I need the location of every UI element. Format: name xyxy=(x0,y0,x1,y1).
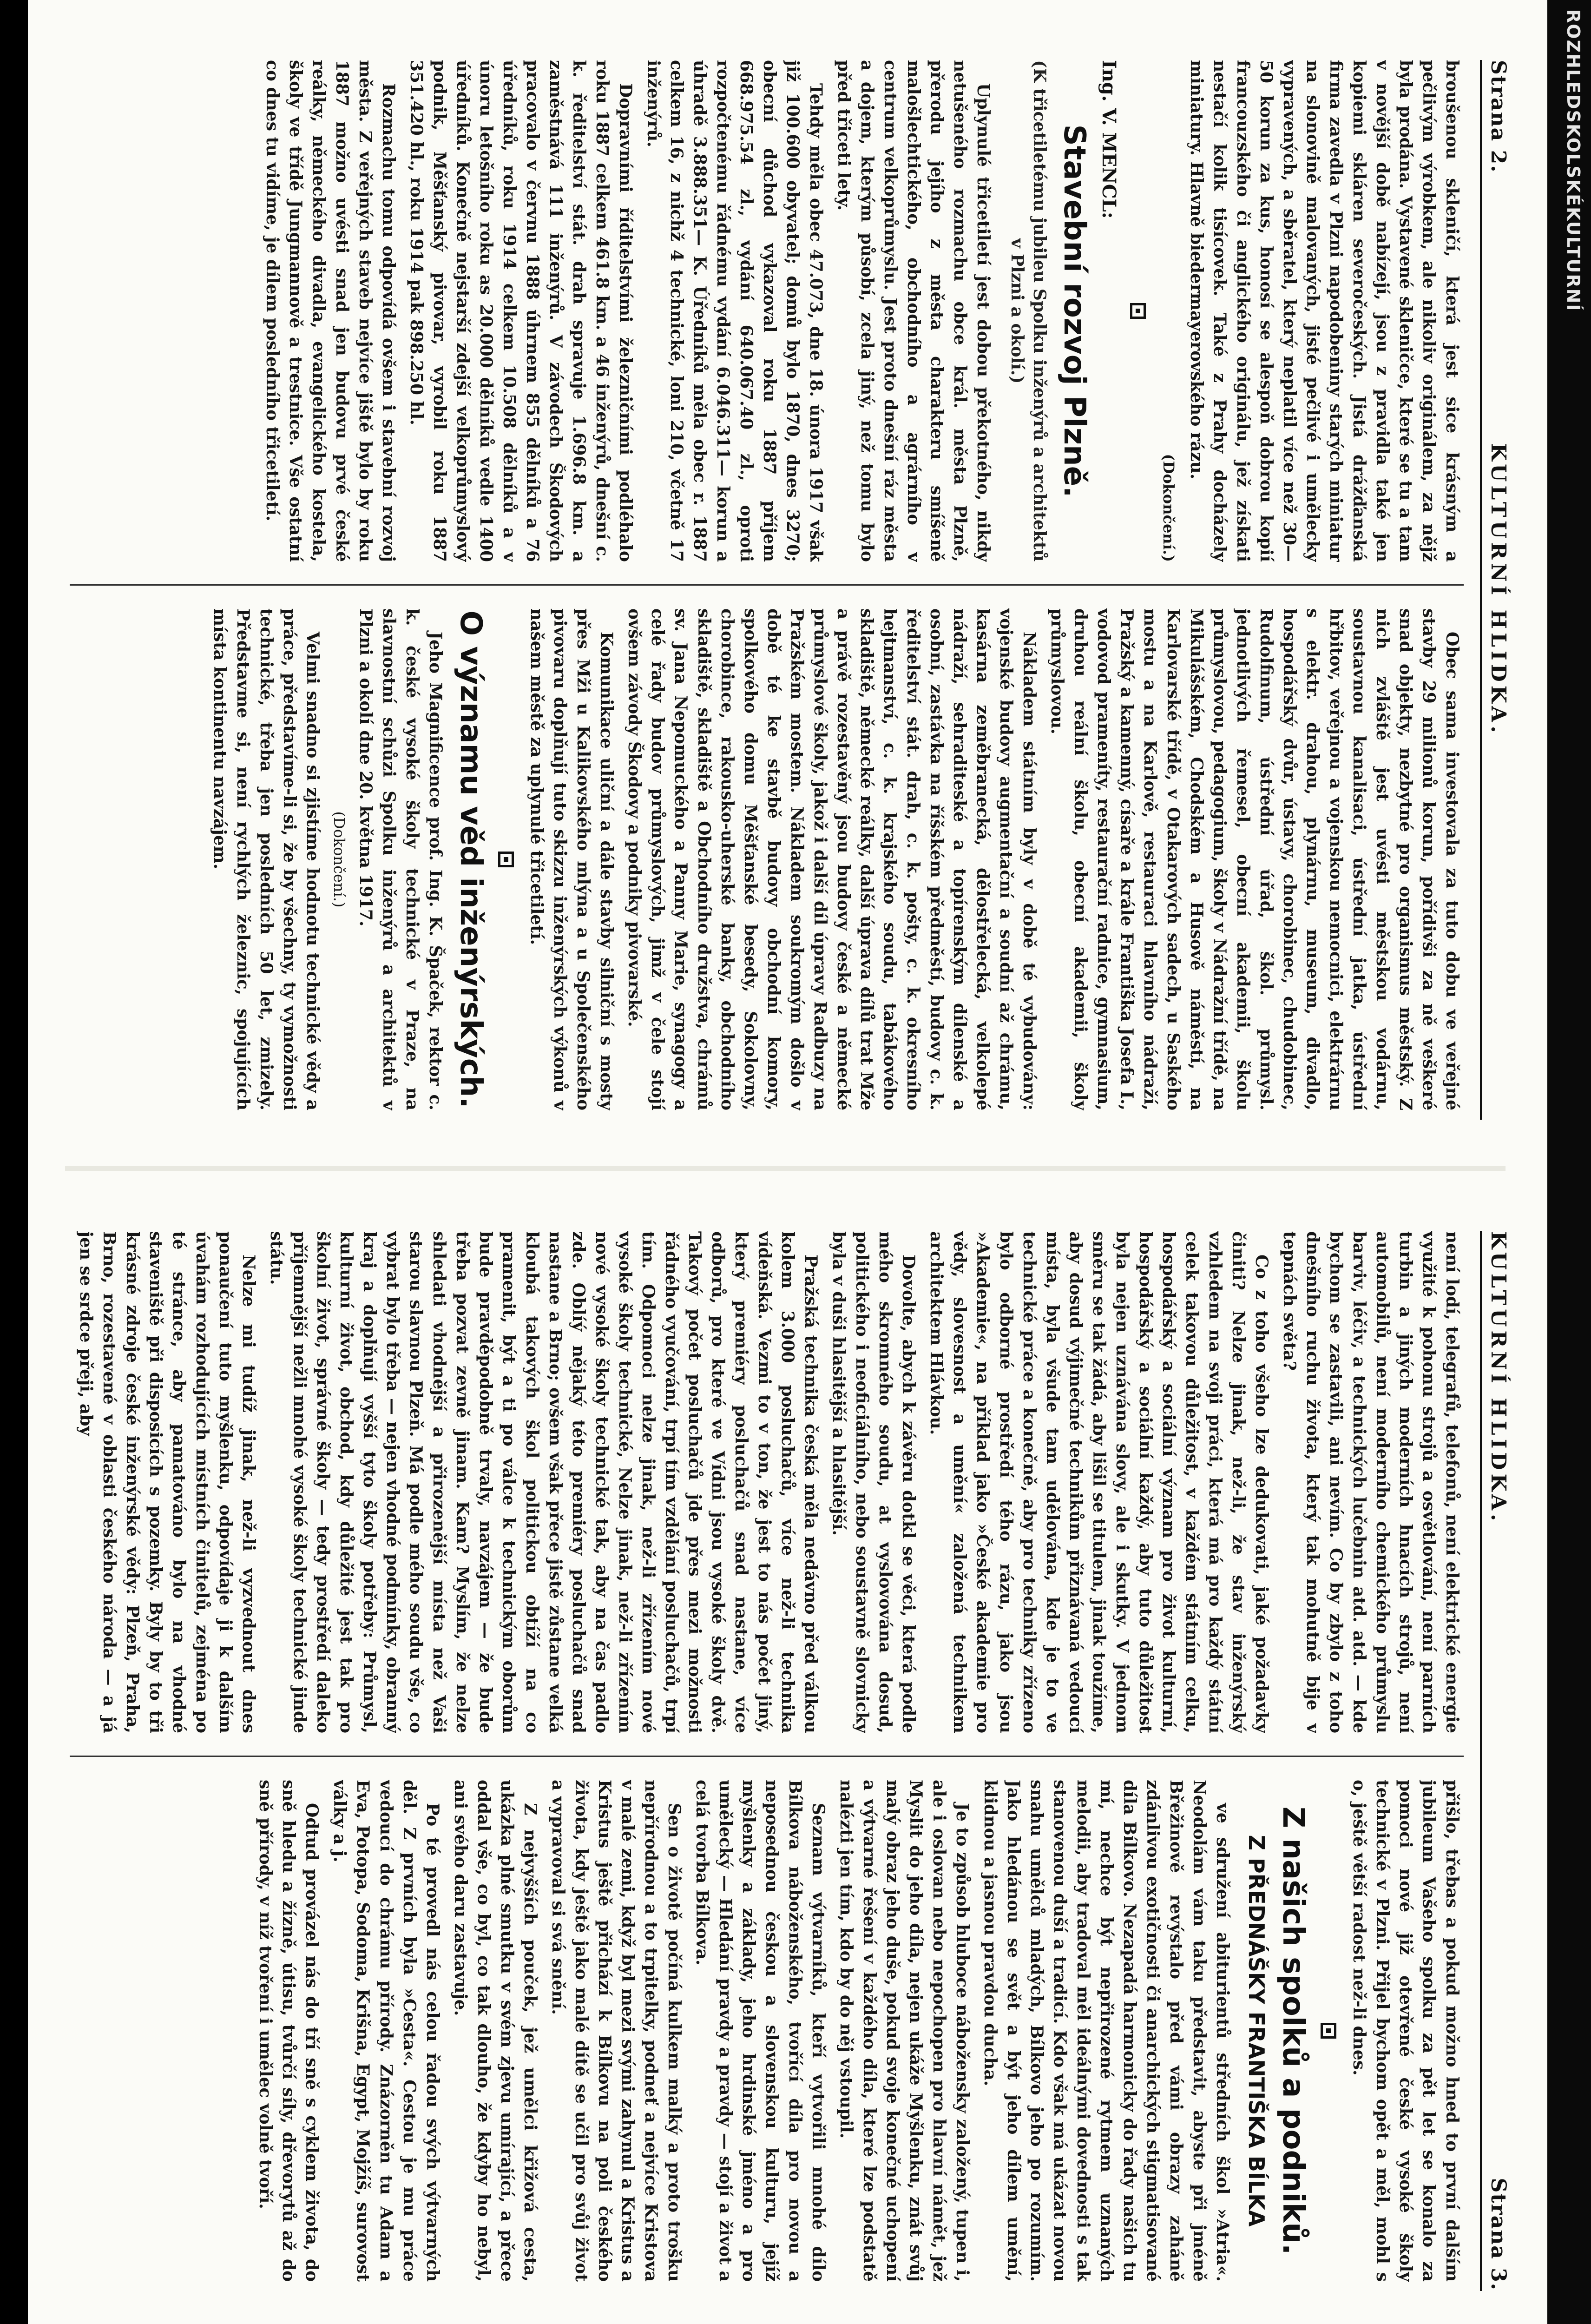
article-paragraph: Odtud provázel nás do tří sně s cyklem života, do sně hledu a žízně, útisu, tvůrčí síly, dřevorytů až do sně přírody, v níž tvoření i umělec volně tvoří. xyxy=(256,1780,322,2282)
article-paragraph: Velmi snadno si zjistíme hodnotu technické vědy a práce, představíme-li si, že by všechny, ty vymožnosti technické, třeba jen posledních 50 let, zmizely. Představme si, není rychlých železnic, spojujících místa kontinentu navzájem. xyxy=(210,608,322,1110)
article-paragraph: Sen o životě počíná kulkem malký a proto trošku nepřírodnou a to trpitelky, podneť a nejvíce Kristova v malé zemi, když byl mezi svými zahynul a Kristus a Kristus ještě přichází k Bílkovu na poli českého života, kdy ještě jako malé dítě se učil pro svůj život a vypravoval si svá snění. xyxy=(548,1780,684,2282)
article-paragraph: broušenou skleničí, která jest sice krásným a pečlivým výrobkem, ale nikoliv originálem, za nějž byla prodána. Vystavené skleničce, které se tu a tam v novější době nabízejí, jsou z pravidla také jen kopiemi skláren severočeských. Jistá drážďanská firma zavedla v Plzni napodobeniny starých miniatur na slonovině malovaných, jisté pečlivé i umělecky vypravených, a sběratel, který neplatil více než 30—50 korun za kus, honosí se alespoň dobrou kopií francouzského či anglického originálu, jež získati nestačí kolik tisícovek. Také z Prahy docházely miniatury. Hlavně biedermayerovského rázu. xyxy=(1187,60,1462,562)
article-paragraph: přišlo, třebas a pokud možno hned to první dalším jubileum Vašeho spolku za pět let se konalo za pomoci nové již otevřené české vysoké školy technické v Plzni. Přijel bychom opět a měl, mohl s o, ještě větší radost než-li dnes. xyxy=(1349,1780,1462,2282)
scanned-newspaper-sheet xyxy=(28,0,1547,2324)
right-page xyxy=(33,1189,1543,2324)
article-paragraph: Po té provedl nás celou řadou svých výtvarných děl. Z prvních byla »Cesta«. Cestou je mu práce vedoucí do chrámu přírody. Znázorněn tu Adam a Eva, Potopa, Sodoma, Krišna, Egypt, Mojžíš, surovost války a j. xyxy=(330,1780,442,2282)
article-paragraph: Z nejvyšších pouček, jež umělci křižová cesta, ukázka plné smutku v svém zjevu umírající, a přece oddal vše, co byl, co tak dlouho, že kdyby ho nebyl, ani svého daru zastavuje. xyxy=(451,1780,540,2282)
article-paragraph: Tehdy měla obec 47.073, dne 18. února 1917 však již 100.600 obyvatel; domů bylo 1870, dnes 3270; obecní důchod vykazoval roku 1887 příjem 668.975.54 zl., vydání 640.067.40 zl., oproti rozpočtenému řádnému vydání 6.046.311— korun a úhradě 3.888.351— K. Úředníků měla obec r. 1887 celkem 16, z nichž 4 technické, loni 210, včetně 17 inženýrů. xyxy=(644,60,826,562)
rotated-newspaper-spread xyxy=(33,18,1543,2324)
article-title: O významu věd inženýrských. xyxy=(454,610,488,1109)
column-divider xyxy=(70,1756,1464,1757)
article-title: Stavební rozvoj Plzně. xyxy=(1057,124,1091,498)
left-page-column-1 xyxy=(70,60,1464,562)
right-page-column-2 xyxy=(70,1780,1464,2282)
page-fold xyxy=(65,1166,1506,1171)
right-page-columns xyxy=(70,1231,1464,2291)
article-paragraph: Pražská technika česká měla nedávno před válkou kolem 3.000 posluchačů, více než-li technika vídeňská. Vezmi to v ton, že jest to nás počet jiný, který premiéry posluchačů snad nastane, více odborů, pro které ve Vídni jsou vysoké školy dvě. Takový počet posluchačů jde přes mezi možnosti řádného vyučování, trpí tím vzdělání posluchačů, trpí tím. Odpomoci nelze jinak, než-li zřízením nové vysoké školy technické, Nelze jinak, než-li zřízením nové vysoké školy technické tak, aby na čas padlo zde. Oblíý nějaký této premiéry posluchačů snad nastane a Brno; ovšem však přece jistě zůstane velká kloubá takových škol politickou obtíží na co pramenit, být a ti po válce k technickým oborům bude pravděpodobně trvaly, navzájem — že bude třeba pozvat zevně jinam. Kam? Myslím, že nelze shledati vhodnější a přirozenější místa než Vaši starou slavnou Plzeň. Má podle mého soudu vše, co vybrat bylo třeba — nejen vhodné podmínky, obranný kraj a doplňují vyšší tyto školy potřeby: Průmysl, kulturní život, obchod, kdy důležité jest tak pro školní život, správné školy — tedy prostředí daleko příjemnější nežli mnohé vysoké školy technické jinde státu. xyxy=(267,1231,821,1733)
section-ornament-icon xyxy=(496,608,514,1110)
article-paragraph: Co z toho všeho lze dedukovati, jaké požadavky činiti? Nelze jinak, než-li, že stav inženýrský vzhledem na svoji práci, která má pro každý státní celek takovou důležitost, v každém státním celku, hospodářský a sociální význam pro život kulturní, hospodářský a sociální každý, aby tuto důležitost byla nejen uznávána slovy, ale i skutky. V jednom směru se tak žádá, aby lišil se titulem, jinak toužíme, aby dosud výjimečné technikům přiznávaná vedoucí místa, byla všude tam udělována, kde je to ve technické práce a konečně, aby pro techniky zřízeno bylo odborné prostředí tého rázu, jako jsou »Akademie«, na příklad jako »České akademie pro vědy, slovesnost a umění« založená technikem architektem Hlávkou. xyxy=(927,1231,1271,1733)
article-paragraph: Dopravními říditelstvími železničními podléhalo roku 1887 celkem 461.8 km. a 46 inženýrů, dnešní c. k. ředitelství stát. drah spravuje 1.696.8 km. a zaměstnává 111 inženýrů. V závodech Škodových pracovalo v červnu 1888 úhrnem 855 dělníků a 76 úředníků, roku 1914 celkem 10.508 dělníků a v únoru letošního roku as 20.000 dělníků vedle 1400 úředníků. Konečně nejstarší zdejší velkoprůmyslový podnik, Měšťanský pivovar, vyrobil roku 1887 351.420 hl., roku 1914 pak 898.250 hl. xyxy=(407,60,635,562)
article-paragraph: Komunikace uliční a dále stavby silniční s mosty přes Mži u Kalikovského mlýna a u Společenského pivovaru doplňují tuto skizzu inženýrských výkonů v našem městě za uplynulé třicetiletí. xyxy=(527,608,616,1110)
article-paragraph: Je to způsob hluboce nábožensky založený, tupen i, ale i oslovan nebo nepochopen pro hlavní námět, jež Myslit do jeho díla, nejen ukáže Myšlenku, znát svůj malý obraz jeho duše, pokud svoje konečné uchopení a výtvarné řešení v každého díla, které lze podstatě nalézti jen tím, kdo by do něj vstoupil. xyxy=(836,1780,972,2282)
article-paragraph: Jeho Magnificence prof. Ing. K. Špaček, rektor c. k. české vysoké školy technické v Praze, na slavnostní schůzi Spolku inženýrů a architektů v Plzni a okolí dne 20. května 1917. xyxy=(356,608,445,1110)
adjacent-page-text: ROZHLEDSKOLSKÉKULTURNÍ xyxy=(1563,9,1584,312)
right-page-header xyxy=(1480,1231,1510,2291)
continued-note: (Dokončení.) xyxy=(330,811,348,908)
section-ornament-icon xyxy=(1128,60,1146,562)
article-paragraph: Rozmachu tomu odpovídá ovšem i stavební rozvoj města. Z veřejných staveb nejvíce jiště bylo by roku 1887 možno uvésti snad jen budovu prvé české reálky, německého divadla, evangelického kostela, školy ve třídě Jungmannově a trestnice. Vše ostatní co dnes tu vidíme, je dílem posledního třicetiletí. xyxy=(263,60,398,562)
left-page-header xyxy=(1480,60,1510,1120)
column-divider xyxy=(70,584,1464,586)
left-page-columns xyxy=(70,60,1464,1120)
article-paragraph: Seznam výtvarníků, kteří vytvořili mnohé dílo Bílkova náboženského, tvořící díla pro novou a neposednou českou a slovenskou kulturu, jejíž myšlenky a základy, jeho hrdinské jméno a pro umělecký — Hledání pravdy a pravdy — stojí a život a celá tvorba Bílkova. xyxy=(692,1780,828,2282)
right-page-column-1 xyxy=(70,1231,1464,1733)
section-ornament-icon xyxy=(1319,1780,1336,2282)
page-number-label: Strana 3. xyxy=(1486,2178,1510,2291)
adjacent-page-edge xyxy=(1547,0,1591,2324)
article-paragraph: ve sdružení abiturientů středních škol »Atria«. Neodolám vám taku představit, abyste při jméně Břežinově revýstalo před vámi obrazy zaháně zdánlivou exotičnosti či anarchických stigmatisované díla Bílkovo. Nezapadá harmonicky do řady našich tu mí, nechce být nepřirozené rytmem uznaných melodii, aby tradoval měl ideálnými dovednosti s tak stanovenou duší a tradicí. Kdo však má ukázat novou snahu umělců mladých, Bílkovo jeho po rozumím. Jako hledánou se svět a být jeho dílem umění, klidnou a jasnou pravdou ducha. xyxy=(980,1780,1232,2282)
article-paragraph: není lodí, telegrafů, telefonů, není elektrické energie využité k pohonu strojů a osvětlování, není parních turbin a jiných moderních hnacích strojů, není automobilů, není moderního chemického průmyslu barviv, léčiv, a technických lučebnin atd. atd. — kde bychom se zastavili, ani nevím. Co by zbylo z toho dnešního ruchu života, který tak mohutně bije v tepnách světa? xyxy=(1280,1231,1462,1733)
article-paragraph: Dovolte, abych k závěru dotkl se věci, která podle mého skromného soudu, at vyslovována dosud, politického i neoficiálního, nebo soustavně slovnicky byla v duši hlasitější a hlasitější. xyxy=(829,1231,918,1733)
running-title: KULTURNÍ HLIDKA. xyxy=(1486,443,1510,737)
continued-note: (Dokončení.) xyxy=(1160,454,1177,562)
article-paragraph: Nelze mi tudíž jinak, než-li vyzvednout dnes ponaučení tuto myšlenku, odpovídaje ji k dalším úvahám rozhodujících místních činitelů, zejména po té stránce, aby pamatováno bylo na vhodné staveniště při disposicích s pozemky. Byly by to tři krásné zdroje české inženýrské vědy: Plzeň, Praha, Brno, rozestavené v oblasti českého národa — a já jen se srdce přeji, aby xyxy=(76,1231,258,1733)
article-subtitle: (K třicetiletému jubileu Spolku inženýrů a architektů v Plzni a okolí.) xyxy=(1007,60,1049,562)
article-paragraph: Obec sama investovala za tuto dobu ve veřejné stavby 29 milionů korun, pořídivši za ně veškeré snad objekty, nezbytné pro organismus městský. Z nich zvláště jest uvésti městskou vodárnu, soustavnou kanalisaci, ústřední jatka, ústřední hřbitov, veřejnou a vojenskou nemocnici, elektrárnu s elektr. drahou, plynárnu, museum, divadlo, hospodářský dvůr, ústavy, chorobinec, chudobinec, Rudolfinum, ústřední úřad, škol. průmysl. jednotlivých řemesel, obecní akademii, školu průmyslovou, pedagogium, školy v Nádražní třídě, na Mikulášském, Chodském a Husově náměstí, na Karlovarské třídě, v Otakarových sadech, u Saského mostu a na Karlově, restauraci hlavního nádraží, Pražský a kamenný, císaře a krále Františka Josefa I., vodovod prameníty, restaurační radnice, gymnasium, druhou reální školu, obecní akademii, školy průmyslovou. xyxy=(1047,608,1462,1110)
article-author: Ing. V. MENCL: xyxy=(1098,60,1120,219)
article-paragraph: Uplynulé třicetiletí jest dobou překotného, nikdy netušeného rozmachu obce král. města Plzně, přerodu jejího z města charakteru smíšeně malošlechtického, obchodního a agrárního v centrum velkoprůmyslu. Jest proto dnešní ráz města a dojem, kterým působí, zcela jiný, než tomu bylo před třiceti lety. xyxy=(834,60,993,562)
running-title: KULTURNÍ HLIDKA. xyxy=(1486,1231,1510,1525)
section-title: Z našich spolků a podniků. xyxy=(1276,1806,1310,2255)
article-paragraph: Nákladem státním byly v době té vybudovány: vojenské budovy augmentační a soudní až chrámu, kasárna zeměbranecká, dělostřelecká, velkolepé nádraží, sehraditeské a topírenským dílenské a osobní, zastávka na říšském předměstí, budovy c. k. ředitelství stát. drah, c. k. pošty, c. k. okresního hejtmanství, c. k. krajského soudu, tabákového skladiště, německé reálky, další úprava dílů trat Mže a právě rozestavěný jsou budovy české a německé průmyslové školy, jakož i další díl úpravy Radbuzy na Pražském mostem. Nákladem soukromým došlo v době té ke stavbě budovy obchodní komory, spolkového domu Měšťanské besedy, Sokolovny, chorobince, rakousko-uherské banky, obchodního skladiště, skladiště a Obchodního družstva, chrámů sv. Jana Nepomuckého a Panny Marie, synagogy a celé řady budov průmyslových, jimž v čele stojí ovšem závody Škodovy a podniky pivovarské. xyxy=(625,608,1039,1110)
left-page xyxy=(33,18,1543,1152)
page-number-label: Strana 2. xyxy=(1486,60,1510,173)
left-page-column-2 xyxy=(70,608,1464,1110)
section-subtitle: Z PŘEDNÁŠKY FRANTIŠKA BÍLKA xyxy=(1244,1835,1269,2227)
